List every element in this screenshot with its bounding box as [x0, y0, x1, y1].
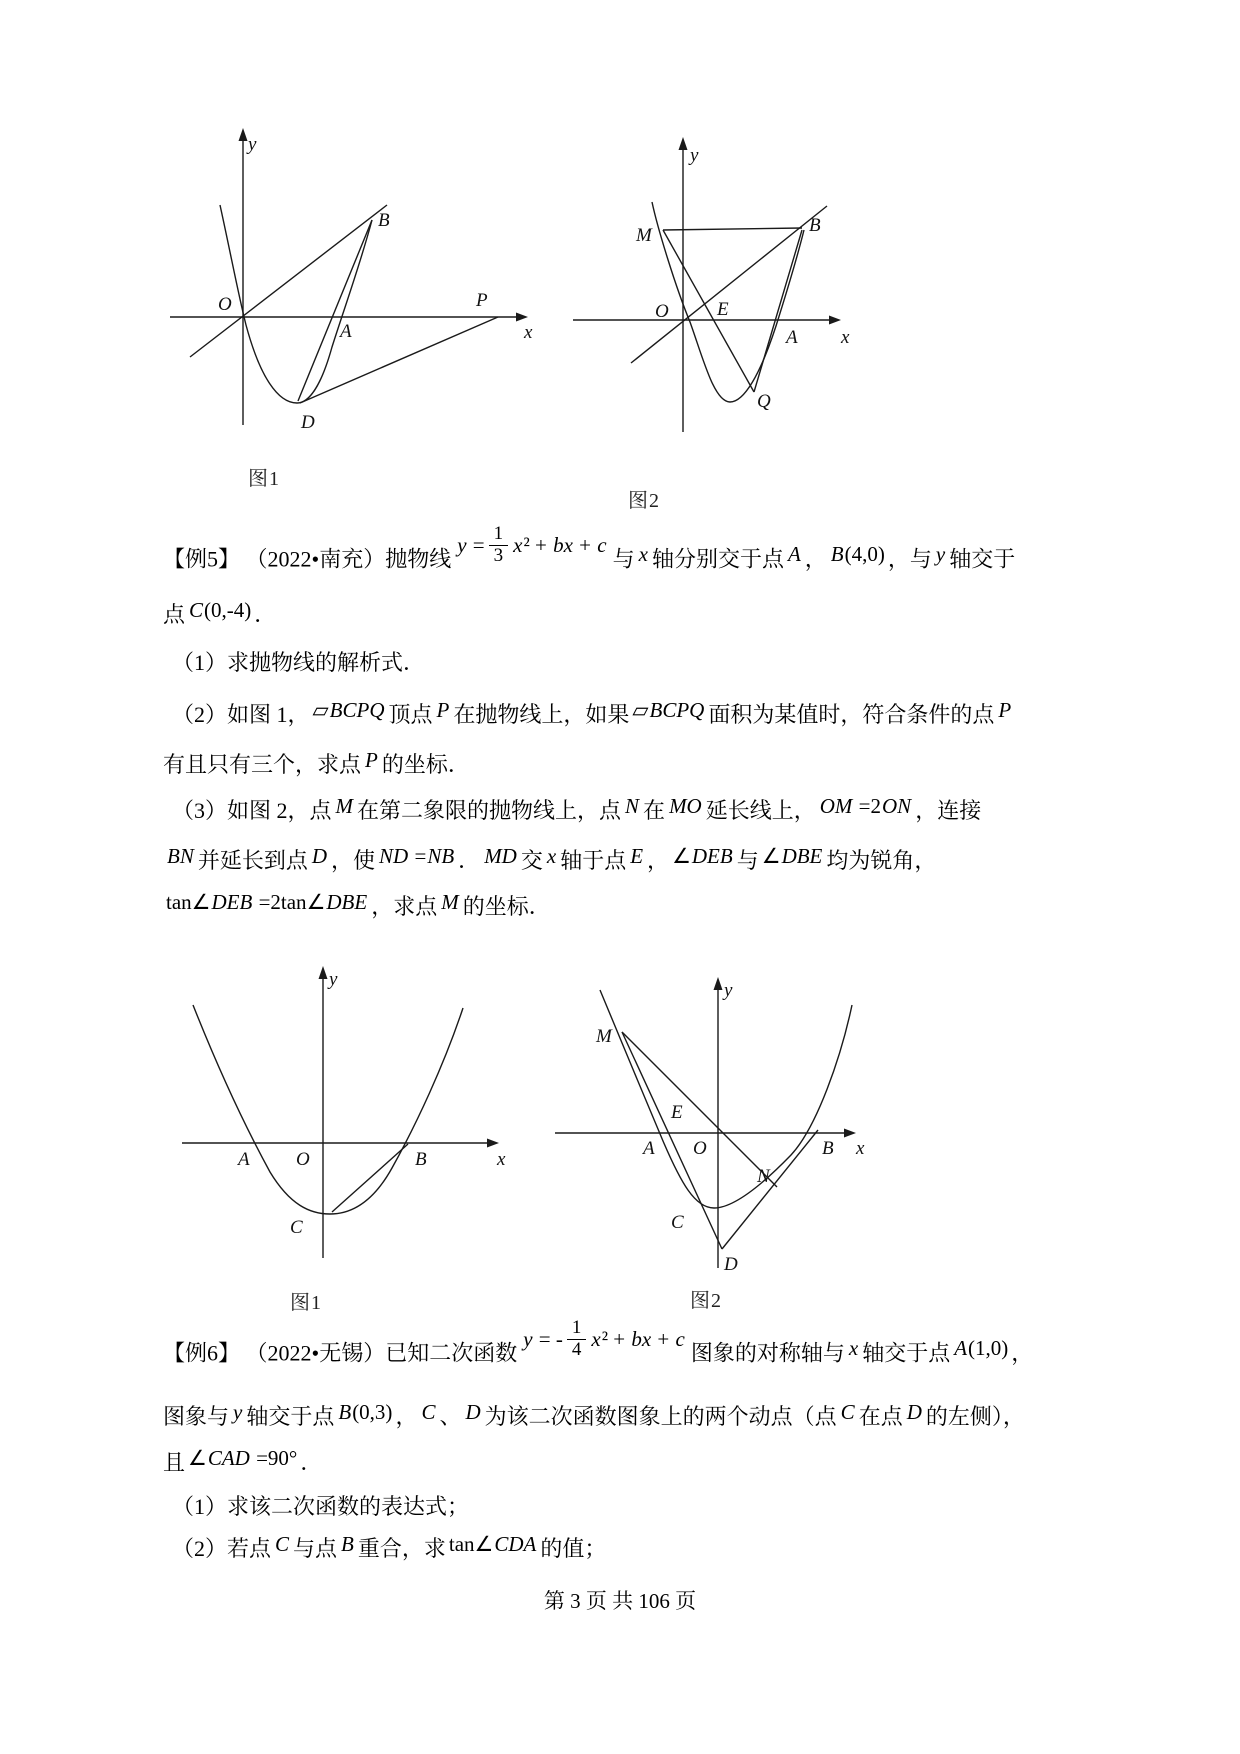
ex6-intro-line3: 且 ∠CAD =90° ．	[163, 1446, 323, 1475]
figure-ex6-1	[160, 960, 505, 1270]
point-label-D: D	[301, 412, 315, 433]
ex5-part2-line2: 有且只有三个，求点 P 的坐标．	[163, 748, 470, 777]
inline-math: ∠DEB	[672, 844, 733, 868]
ex6-intro-line1: 【例6】 （2022•无锡）已知二次函数 y = - 1 4 x² + bx + c 图象的对称轴与 x 轴交于点 A(1,0) ，	[163, 1317, 1034, 1366]
point-label-N: N	[757, 1166, 770, 1187]
point-label-O: O	[296, 1149, 310, 1170]
figure-ex5-1-caption: 图1	[248, 468, 280, 490]
figure-ex5-1	[150, 125, 535, 440]
point-label-B: B	[378, 210, 390, 231]
inline-math: D	[465, 1400, 481, 1424]
ex5-part1-line: （1）求抛物线的解析式．	[172, 650, 426, 675]
point-label-A: A	[643, 1138, 655, 1159]
point-label-C: C	[290, 1217, 303, 1238]
point-label-B: B	[415, 1149, 427, 1170]
inline-math: C	[421, 1400, 436, 1424]
inline-math: M	[441, 890, 459, 914]
ex6-part2-line: （2）若点 C 与点 B 重合，求 tan∠CDA 的值；	[172, 1532, 607, 1561]
inline-math: x	[848, 1336, 859, 1361]
axis-label-y: y	[329, 969, 338, 990]
point-label-A: A	[786, 327, 798, 348]
inline-math: N	[625, 794, 640, 818]
point-label-O: O	[218, 294, 232, 315]
inline-math: C(0,-4)	[189, 598, 252, 622]
axis-label-y: y	[690, 145, 699, 166]
inline-math: E	[630, 844, 644, 868]
figure-ex5-2	[548, 130, 848, 460]
ex5-part2-line1: （2）如图 1， ▱BCPQ 顶点 P 在抛物线上，如果 ▱BCPQ 面积为某值时，符合条件的点 P	[172, 700, 1015, 730]
point-label-A: A	[238, 1149, 250, 1170]
inline-math: D	[311, 844, 328, 868]
ex5-part3-line3: tan∠DEB =2tan∠DBE ，求点 M 的坐标．	[163, 892, 551, 922]
axis-label-x: x	[524, 322, 533, 343]
ex5-part3-line1: （3）如图 2，点 M 在第二象限的抛物线上，点 N 在 MO 延长线上， OM =2ON ，连接	[172, 794, 982, 823]
inline-math: B(4,0)	[830, 542, 885, 567]
page-footer: 第 3 页 共 106 页	[543, 1589, 697, 1613]
point-label-B: B	[822, 1138, 834, 1159]
inline-math: ▱BCPQ	[632, 698, 705, 722]
figure-ex5-2-caption: 图2	[628, 490, 660, 512]
point-label-E: E	[671, 1102, 683, 1123]
inline-math: MD	[484, 844, 517, 868]
inline-math: P	[998, 698, 1012, 722]
figure-ex6-2	[525, 965, 870, 1275]
ex6-intro-line2: 图象与 y 轴交于点 B(0,3) ， C 、 D 为该二次函数图象上的两个动点（点 C 在点 D 的左侧），	[163, 1400, 1025, 1429]
point-label-M: M	[596, 1026, 612, 1047]
inline-math: B	[341, 1532, 354, 1556]
inline-math: y	[935, 542, 946, 567]
ex5-part3-line2: BN 并延长到点 D ，使 ND =NB ． MD 交 x 轴于点 E ， ∠DEB 与 ∠DBE 均为锐角，	[163, 846, 936, 876]
inline-math: B(0,3)	[338, 1400, 393, 1424]
inline-math: x	[546, 844, 557, 868]
figure-ex5-1-drawing	[150, 125, 535, 440]
figure-ex6-1-drawing	[160, 960, 505, 1270]
ex5-intro-line: 【例5】 （2022•南充）抛物线 y = $\frac{1}{3}$ x² + bx + c 与 x 轴分别交于点 A ， B(4,0) ，与 y 轴交于	[163, 523, 1016, 572]
inline-math: BN	[167, 844, 194, 868]
inline-math: tan∠DEB =2tan∠DBE	[166, 890, 368, 914]
inline-math: y	[233, 1400, 243, 1424]
axis-label-y: y	[248, 134, 257, 155]
point-label-C: C	[671, 1212, 684, 1233]
point-label-E: E	[717, 299, 729, 320]
inline-math: M	[335, 794, 354, 818]
inline-math: ∠DBE	[761, 844, 823, 868]
figure-ex6-1-caption: 图1	[290, 1292, 322, 1314]
axis-label-x: x	[497, 1149, 506, 1170]
figure-ex6-2-drawing	[525, 965, 870, 1275]
point-label-P: P	[476, 290, 488, 311]
inline-math: A(1,0)	[954, 1336, 1009, 1361]
axis-label-y: y	[724, 980, 733, 1001]
inline-math: P	[365, 748, 378, 772]
point-label-D: D	[724, 1254, 738, 1275]
inline-math: A	[787, 542, 801, 567]
point-label-B: B	[809, 215, 821, 236]
inline-fraction-formula: y = $\frac{1}{3}$ x² + bx + c	[457, 523, 607, 566]
point-label-A: A	[340, 321, 352, 342]
inline-math: ▱BCPQ	[312, 698, 385, 722]
inline-math: P	[436, 698, 450, 722]
inline-math: C	[275, 1532, 290, 1556]
inline-math: C	[840, 1400, 855, 1424]
axis-label-x: x	[856, 1138, 865, 1159]
figure-ex6-2-caption: 图2	[690, 1290, 722, 1312]
point-label-Q: Q	[757, 391, 771, 412]
figure-ex5-2-drawing	[548, 130, 848, 460]
inline-math: OM =2ON	[819, 794, 912, 818]
inline-math: D	[906, 1400, 922, 1424]
point-label-M: M	[636, 225, 652, 246]
inline-math: tan∠CDA	[448, 1532, 537, 1556]
axis-label-x: x	[841, 327, 850, 348]
point-label-O: O	[693, 1138, 707, 1159]
inline-math: x	[638, 542, 648, 567]
inline-fraction-formula: y = - 1 4 x² + bx + c	[523, 1317, 685, 1360]
ex6-part1-line: （1）求该二次函数的表达式；	[172, 1494, 470, 1519]
ex5-intro-line2: 点 C(0,-4) ．	[163, 598, 277, 627]
point-label-O: O	[655, 301, 669, 322]
inline-math: ND =NB	[379, 844, 455, 868]
inline-math: MO	[669, 794, 702, 818]
inline-math: ∠CAD =90°	[188, 1446, 298, 1470]
